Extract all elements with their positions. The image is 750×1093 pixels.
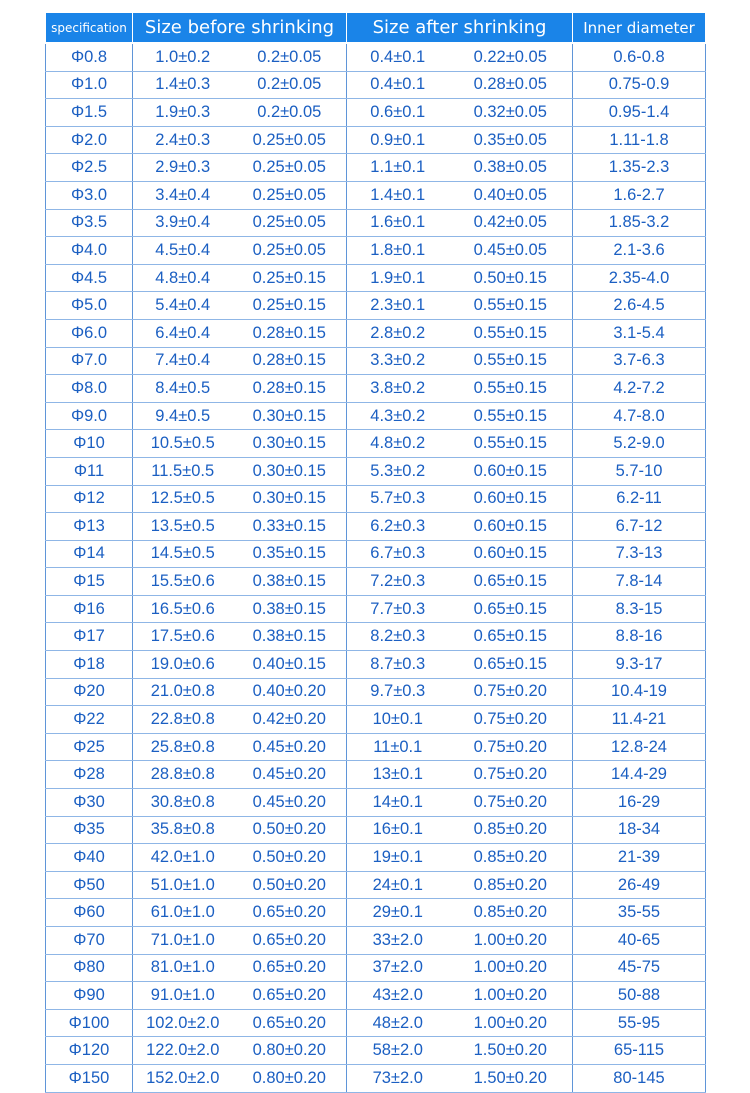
before-wall-cell: 0.65±0.20: [233, 982, 347, 1010]
spec-cell: Φ6.0: [46, 319, 133, 347]
after-diameter-cell: 13±0.1: [347, 761, 449, 789]
before-wall-cell: 0.38±0.15: [233, 595, 347, 623]
after-wall-cell: 1.00±0.20: [449, 954, 573, 982]
before-diameter-cell: 4.5±0.4: [133, 237, 233, 265]
after-wall-cell: 1.00±0.20: [449, 927, 573, 955]
after-wall-cell: 1.50±0.20: [449, 1064, 573, 1092]
before-diameter-cell: 71.0±1.0: [133, 927, 233, 955]
table-row: [46, 678, 706, 706]
before-diameter-cell: 102.0±2.0: [133, 1009, 233, 1037]
after-wall-cell: 0.55±0.15: [449, 430, 573, 458]
spec-cell: Φ90: [46, 982, 133, 1010]
after-diameter-cell: 48±2.0: [347, 1009, 449, 1037]
before-wall-cell: 0.80±0.20: [233, 1037, 347, 1065]
inner-diameter-cell: 55-95: [573, 1009, 706, 1037]
after-wall-cell: 0.55±0.15: [449, 402, 573, 430]
before-wall-cell: 0.25±0.05: [233, 237, 347, 265]
after-wall-cell: 0.55±0.15: [449, 375, 573, 403]
inner-diameter-cell: 4.2-7.2: [573, 375, 706, 403]
after-diameter-cell: 1.4±0.1: [347, 181, 449, 209]
before-wall-cell: 0.30±0.15: [233, 430, 347, 458]
table-row: [46, 292, 706, 320]
after-diameter-cell: 6.7±0.3: [347, 540, 449, 568]
after-wall-cell: 0.85±0.20: [449, 871, 573, 899]
after-diameter-cell: 11±0.1: [347, 733, 449, 761]
before-wall-cell: 0.42±0.20: [233, 706, 347, 734]
after-diameter-cell: 2.8±0.2: [347, 319, 449, 347]
after-wall-cell: 0.22±0.05: [449, 43, 573, 71]
inner-diameter-cell: 1.85-3.2: [573, 209, 706, 237]
inner-diameter-cell: 5.7-10: [573, 457, 706, 485]
after-diameter-cell: 33±2.0: [347, 927, 449, 955]
before-diameter-cell: 17.5±0.6: [133, 623, 233, 651]
table-row: [46, 954, 706, 982]
inner-diameter-cell: 12.8-24: [573, 733, 706, 761]
after-wall-cell: 0.65±0.15: [449, 568, 573, 596]
after-diameter-cell: 8.2±0.3: [347, 623, 449, 651]
after-diameter-cell: 1.6±0.1: [347, 209, 449, 237]
inner-diameter-cell: 18-34: [573, 816, 706, 844]
inner-diameter-cell: 6.2-11: [573, 485, 706, 513]
before-diameter-cell: 15.5±0.6: [133, 568, 233, 596]
spec-cell: Φ120: [46, 1037, 133, 1065]
inner-diameter-cell: 40-65: [573, 927, 706, 955]
before-wall-cell: 0.25±0.15: [233, 292, 347, 320]
after-wall-cell: 0.55±0.15: [449, 347, 573, 375]
after-diameter-cell: 1.8±0.1: [347, 237, 449, 265]
spec-cell: Φ4.0: [46, 237, 133, 265]
table-row: [46, 1064, 706, 1092]
inner-diameter-cell: 0.6-0.8: [573, 43, 706, 71]
before-wall-cell: 0.40±0.20: [233, 678, 347, 706]
before-wall-cell: 0.65±0.20: [233, 1009, 347, 1037]
before-diameter-cell: 81.0±1.0: [133, 954, 233, 982]
before-wall-cell: 0.40±0.15: [233, 651, 347, 679]
table-row: [46, 540, 706, 568]
after-diameter-cell: 14±0.1: [347, 789, 449, 817]
after-wall-cell: 1.00±0.20: [449, 1009, 573, 1037]
after-diameter-cell: 19±0.1: [347, 844, 449, 872]
spec-cell: Φ1.0: [46, 71, 133, 99]
table-row: [46, 181, 706, 209]
before-wall-cell: 0.25±0.05: [233, 181, 347, 209]
spec-cell: Φ15: [46, 568, 133, 596]
spec-cell: Φ18: [46, 651, 133, 679]
spec-table: [45, 13, 706, 1093]
table-row: [46, 237, 706, 265]
after-wall-cell: 0.40±0.05: [449, 181, 573, 209]
before-diameter-cell: 10.5±0.5: [133, 430, 233, 458]
after-diameter-cell: 29±0.1: [347, 899, 449, 927]
inner-diameter-cell: 4.7-8.0: [573, 402, 706, 430]
spec-cell: Φ13: [46, 513, 133, 541]
spec-cell: Φ12: [46, 485, 133, 513]
after-diameter-cell: 58±2.0: [347, 1037, 449, 1065]
inner-diameter-cell: 16-29: [573, 789, 706, 817]
before-diameter-cell: 4.8±0.4: [133, 264, 233, 292]
before-diameter-cell: 2.4±0.3: [133, 126, 233, 154]
table-row: [46, 375, 706, 403]
after-diameter-cell: 43±2.0: [347, 982, 449, 1010]
inner-diameter-cell: 9.3-17: [573, 651, 706, 679]
after-wall-cell: 0.75±0.20: [449, 706, 573, 734]
before-wall-cell: 0.25±0.15: [233, 264, 347, 292]
inner-diameter-cell: 3.1-5.4: [573, 319, 706, 347]
table-row: [46, 457, 706, 485]
after-wall-cell: 0.75±0.20: [449, 678, 573, 706]
inner-diameter-cell: 45-75: [573, 954, 706, 982]
spec-cell: Φ35: [46, 816, 133, 844]
spec-cell: Φ3.0: [46, 181, 133, 209]
spec-cell: Φ22: [46, 706, 133, 734]
table-row: [46, 733, 706, 761]
after-wall-cell: 0.75±0.20: [449, 761, 573, 789]
before-wall-cell: 0.25±0.05: [233, 126, 347, 154]
table-row: [46, 71, 706, 99]
table-row: [46, 899, 706, 927]
before-wall-cell: 0.35±0.15: [233, 540, 347, 568]
before-diameter-cell: 6.4±0.4: [133, 319, 233, 347]
after-diameter-cell: 0.9±0.1: [347, 126, 449, 154]
inner-diameter-cell: 8.3-15: [573, 595, 706, 623]
inner-diameter-cell: 21-39: [573, 844, 706, 872]
spec-cell: Φ150: [46, 1064, 133, 1092]
table-row: [46, 706, 706, 734]
before-diameter-cell: 1.9±0.3: [133, 99, 233, 127]
after-diameter-cell: 16±0.1: [347, 816, 449, 844]
after-diameter-cell: 4.8±0.2: [347, 430, 449, 458]
header-inner-diameter: Inner diameter: [573, 13, 706, 43]
spec-cell: Φ60: [46, 899, 133, 927]
inner-diameter-cell: 1.11-1.8: [573, 126, 706, 154]
inner-diameter-cell: 2.1-3.6: [573, 237, 706, 265]
spec-cell: Φ2.5: [46, 154, 133, 182]
before-wall-cell: 0.33±0.15: [233, 513, 347, 541]
after-wall-cell: 0.35±0.05: [449, 126, 573, 154]
table-row: [46, 347, 706, 375]
before-diameter-cell: 2.9±0.3: [133, 154, 233, 182]
table-row: [46, 761, 706, 789]
before-wall-cell: 0.45±0.20: [233, 761, 347, 789]
spec-cell: Φ20: [46, 678, 133, 706]
before-diameter-cell: 13.5±0.5: [133, 513, 233, 541]
before-diameter-cell: 3.9±0.4: [133, 209, 233, 237]
inner-diameter-cell: 10.4-19: [573, 678, 706, 706]
spec-cell: Φ10: [46, 430, 133, 458]
header-size-after: Size after shrinking: [347, 13, 573, 43]
spec-cell: Φ17: [46, 623, 133, 651]
spec-cell: Φ25: [46, 733, 133, 761]
spec-cell: Φ4.5: [46, 264, 133, 292]
before-diameter-cell: 30.8±0.8: [133, 789, 233, 817]
inner-diameter-cell: 65-115: [573, 1037, 706, 1065]
after-wall-cell: 0.60±0.15: [449, 457, 573, 485]
inner-diameter-cell: 80-145: [573, 1064, 706, 1092]
before-wall-cell: 0.50±0.20: [233, 871, 347, 899]
before-diameter-cell: 122.0±2.0: [133, 1037, 233, 1065]
header-specification: specification: [46, 13, 133, 43]
before-wall-cell: 0.65±0.20: [233, 899, 347, 927]
table-row: [46, 154, 706, 182]
before-diameter-cell: 42.0±1.0: [133, 844, 233, 872]
inner-diameter-cell: 1.6-2.7: [573, 181, 706, 209]
after-diameter-cell: 8.7±0.3: [347, 651, 449, 679]
inner-diameter-cell: 0.75-0.9: [573, 71, 706, 99]
table-row: [46, 982, 706, 1010]
after-diameter-cell: 4.3±0.2: [347, 402, 449, 430]
inner-diameter-cell: 35-55: [573, 899, 706, 927]
spec-cell: Φ28: [46, 761, 133, 789]
table-row: [46, 319, 706, 347]
inner-diameter-cell: 7.8-14: [573, 568, 706, 596]
after-wall-cell: 0.65±0.15: [449, 651, 573, 679]
spec-cell: Φ3.5: [46, 209, 133, 237]
before-wall-cell: 0.28±0.15: [233, 319, 347, 347]
before-wall-cell: 0.30±0.15: [233, 402, 347, 430]
after-diameter-cell: 0.4±0.1: [347, 71, 449, 99]
after-diameter-cell: 3.3±0.2: [347, 347, 449, 375]
before-wall-cell: 0.25±0.05: [233, 209, 347, 237]
inner-diameter-cell: 8.8-16: [573, 623, 706, 651]
before-diameter-cell: 61.0±1.0: [133, 899, 233, 927]
after-wall-cell: 0.28±0.05: [449, 71, 573, 99]
after-diameter-cell: 37±2.0: [347, 954, 449, 982]
spec-cell: Φ2.0: [46, 126, 133, 154]
before-wall-cell: 0.65±0.20: [233, 954, 347, 982]
before-diameter-cell: 5.4±0.4: [133, 292, 233, 320]
after-wall-cell: 0.60±0.15: [449, 485, 573, 513]
before-wall-cell: 0.65±0.20: [233, 927, 347, 955]
before-diameter-cell: 3.4±0.4: [133, 181, 233, 209]
before-wall-cell: 0.28±0.15: [233, 375, 347, 403]
table-row: [46, 99, 706, 127]
before-diameter-cell: 7.4±0.4: [133, 347, 233, 375]
after-diameter-cell: 3.8±0.2: [347, 375, 449, 403]
after-diameter-cell: 5.3±0.2: [347, 457, 449, 485]
table-body: [46, 43, 706, 1092]
before-diameter-cell: 16.5±0.6: [133, 595, 233, 623]
before-diameter-cell: 14.5±0.5: [133, 540, 233, 568]
after-wall-cell: 0.55±0.15: [449, 292, 573, 320]
spec-cell: Φ70: [46, 927, 133, 955]
before-diameter-cell: 152.0±2.0: [133, 1064, 233, 1092]
table-row: [46, 927, 706, 955]
table-row: [46, 209, 706, 237]
spec-cell: Φ5.0: [46, 292, 133, 320]
after-wall-cell: 0.60±0.15: [449, 540, 573, 568]
after-wall-cell: 0.42±0.05: [449, 209, 573, 237]
before-diameter-cell: 11.5±0.5: [133, 457, 233, 485]
after-diameter-cell: 6.2±0.3: [347, 513, 449, 541]
table-row: [46, 623, 706, 651]
after-wall-cell: 0.75±0.20: [449, 789, 573, 817]
spec-cell: Φ50: [46, 871, 133, 899]
before-diameter-cell: 19.0±0.6: [133, 651, 233, 679]
after-diameter-cell: 0.4±0.1: [347, 43, 449, 71]
before-diameter-cell: 1.4±0.3: [133, 71, 233, 99]
spec-cell: Φ1.5: [46, 99, 133, 127]
spec-cell: Φ14: [46, 540, 133, 568]
inner-diameter-cell: 50-88: [573, 982, 706, 1010]
spec-cell: Φ16: [46, 595, 133, 623]
before-wall-cell: 0.25±0.05: [233, 154, 347, 182]
table-row: [46, 430, 706, 458]
before-diameter-cell: 1.0±0.2: [133, 43, 233, 71]
table-row: [46, 402, 706, 430]
before-diameter-cell: 35.8±0.8: [133, 816, 233, 844]
after-wall-cell: 0.65±0.15: [449, 623, 573, 651]
before-wall-cell: 0.30±0.15: [233, 485, 347, 513]
before-wall-cell: 0.45±0.20: [233, 733, 347, 761]
after-diameter-cell: 73±2.0: [347, 1064, 449, 1092]
after-diameter-cell: 5.7±0.3: [347, 485, 449, 513]
table-row: [46, 1037, 706, 1065]
inner-diameter-cell: 1.35-2.3: [573, 154, 706, 182]
after-diameter-cell: 1.9±0.1: [347, 264, 449, 292]
inner-diameter-cell: 3.7-6.3: [573, 347, 706, 375]
spec-cell: Φ11: [46, 457, 133, 485]
after-wall-cell: 0.32±0.05: [449, 99, 573, 127]
before-diameter-cell: 51.0±1.0: [133, 871, 233, 899]
after-diameter-cell: 24±0.1: [347, 871, 449, 899]
after-wall-cell: 0.50±0.15: [449, 264, 573, 292]
before-diameter-cell: 12.5±0.5: [133, 485, 233, 513]
inner-diameter-cell: 6.7-12: [573, 513, 706, 541]
before-wall-cell: 0.38±0.15: [233, 623, 347, 651]
table-row: [46, 844, 706, 872]
after-diameter-cell: 0.6±0.1: [347, 99, 449, 127]
before-wall-cell: 0.50±0.20: [233, 816, 347, 844]
inner-diameter-cell: 2.35-4.0: [573, 264, 706, 292]
inner-diameter-cell: 2.6-4.5: [573, 292, 706, 320]
before-diameter-cell: 8.4±0.5: [133, 375, 233, 403]
table-row: [46, 126, 706, 154]
after-wall-cell: 0.38±0.05: [449, 154, 573, 182]
after-wall-cell: 0.85±0.20: [449, 844, 573, 872]
before-wall-cell: 0.38±0.15: [233, 568, 347, 596]
inner-diameter-cell: 5.2-9.0: [573, 430, 706, 458]
spec-cell: Φ30: [46, 789, 133, 817]
inner-diameter-cell: 7.3-13: [573, 540, 706, 568]
spec-table-container: [45, 13, 705, 1093]
after-wall-cell: 0.85±0.20: [449, 899, 573, 927]
after-wall-cell: 0.75±0.20: [449, 733, 573, 761]
before-wall-cell: 0.2±0.05: [233, 71, 347, 99]
after-wall-cell: 1.50±0.20: [449, 1037, 573, 1065]
inner-diameter-cell: 0.95-1.4: [573, 99, 706, 127]
spec-cell: Φ100: [46, 1009, 133, 1037]
after-wall-cell: 0.45±0.05: [449, 237, 573, 265]
spec-cell: Φ40: [46, 844, 133, 872]
before-diameter-cell: 9.4±0.5: [133, 402, 233, 430]
after-diameter-cell: 1.1±0.1: [347, 154, 449, 182]
before-wall-cell: 0.2±0.05: [233, 43, 347, 71]
table-row: [46, 264, 706, 292]
before-wall-cell: 0.2±0.05: [233, 99, 347, 127]
before-diameter-cell: 91.0±1.0: [133, 982, 233, 1010]
after-wall-cell: 0.85±0.20: [449, 816, 573, 844]
after-diameter-cell: 7.2±0.3: [347, 568, 449, 596]
before-diameter-cell: 22.8±0.8: [133, 706, 233, 734]
table-row: [46, 568, 706, 596]
before-wall-cell: 0.30±0.15: [233, 457, 347, 485]
after-diameter-cell: 10±0.1: [347, 706, 449, 734]
before-diameter-cell: 28.8±0.8: [133, 761, 233, 789]
after-wall-cell: 0.60±0.15: [449, 513, 573, 541]
after-diameter-cell: 7.7±0.3: [347, 595, 449, 623]
spec-cell: Φ7.0: [46, 347, 133, 375]
table-row: [46, 789, 706, 817]
inner-diameter-cell: 26-49: [573, 871, 706, 899]
before-diameter-cell: 21.0±0.8: [133, 678, 233, 706]
table-row: [46, 485, 706, 513]
spec-cell: Φ0.8: [46, 43, 133, 71]
after-diameter-cell: 9.7±0.3: [347, 678, 449, 706]
table-row: [46, 1009, 706, 1037]
table-row: [46, 595, 706, 623]
before-wall-cell: 0.28±0.15: [233, 347, 347, 375]
inner-diameter-cell: 11.4-21: [573, 706, 706, 734]
after-diameter-cell: 2.3±0.1: [347, 292, 449, 320]
after-wall-cell: 1.00±0.20: [449, 982, 573, 1010]
spec-cell: Φ80: [46, 954, 133, 982]
header-row: [46, 13, 706, 43]
inner-diameter-cell: 14.4-29: [573, 761, 706, 789]
table-row: [46, 651, 706, 679]
table-row: [46, 513, 706, 541]
spec-cell: Φ9.0: [46, 402, 133, 430]
table-row: [46, 871, 706, 899]
before-wall-cell: 0.50±0.20: [233, 844, 347, 872]
before-diameter-cell: 25.8±0.8: [133, 733, 233, 761]
before-wall-cell: 0.80±0.20: [233, 1064, 347, 1092]
before-wall-cell: 0.45±0.20: [233, 789, 347, 817]
after-wall-cell: 0.65±0.15: [449, 595, 573, 623]
header-size-before: Size before shrinking: [133, 13, 347, 43]
table-row: [46, 43, 706, 71]
spec-cell: Φ8.0: [46, 375, 133, 403]
table-row: [46, 816, 706, 844]
after-wall-cell: 0.55±0.15: [449, 319, 573, 347]
